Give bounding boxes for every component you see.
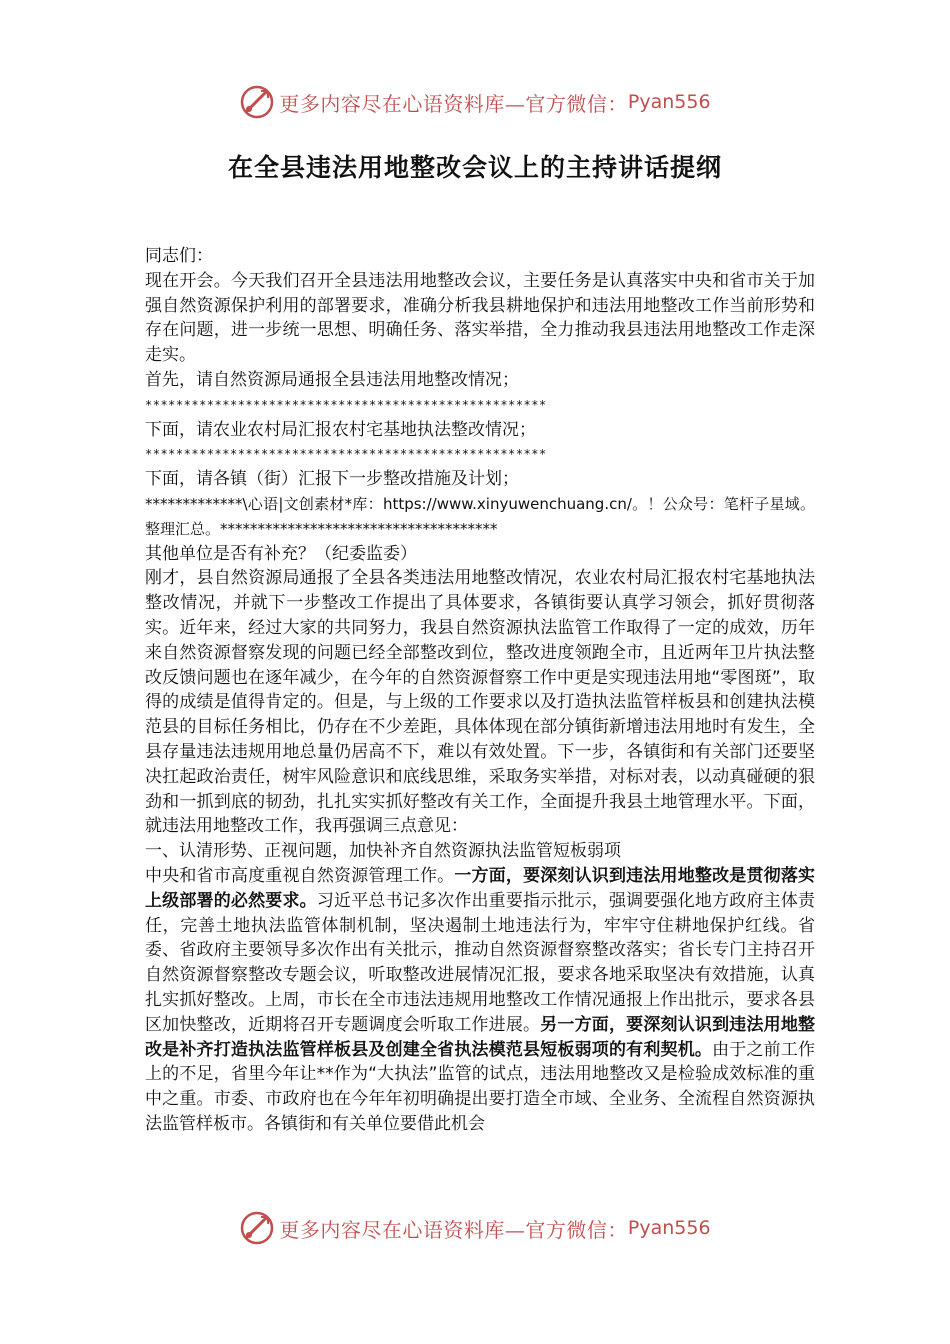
- section-1-paragraph: [145, 864, 815, 1137]
- banner-wechat-id: Pyan556: [627, 1217, 711, 1239]
- source-note: *************\心语|文创素材*库：https://www.xinyuwenchuang.cn/。！公众号：笔杆子星域。整理汇总。*************************************: [145, 494, 815, 538]
- agenda-item-1: 首先，请自然资源局通报全县违法用地整改情况；: [145, 369, 519, 390]
- footer-watermark-banner: [0, 1208, 950, 1248]
- brush-logo-icon: [239, 84, 275, 120]
- para-text: 中央和省市高度重视自然资源管理工作。: [145, 865, 455, 886]
- document-title: 在全县违法用地整改会议上的主持讲话提纲: [227, 153, 722, 182]
- brush-logo-icon: [239, 1210, 275, 1246]
- section-heading-1: 一、认清形势、正视问题，加快补齐自然资源执法监管短板弱项: [145, 841, 621, 862]
- header-watermark-banner: [0, 82, 950, 122]
- emphasis-text: 另一方面，要深刻认识到违法用地整改是补齐打造执法监管样板县及创建全省执法模范县短板弱项的有利契机。: [145, 1014, 816, 1060]
- separator-stars-2: ****************************************************: [145, 447, 547, 462]
- salutation: 同志们：: [145, 246, 213, 266]
- document-body: [145, 244, 815, 1137]
- banner-wechat-id: Pyan556: [627, 91, 711, 113]
- separator-stars-1: ****************************************************: [145, 397, 547, 412]
- emphasis-text: 一方面，要深刻认识到违法用地整改是贯彻落实上级部署的必然要求。: [145, 865, 816, 911]
- agenda-item-2: 下面，请农业农村局汇报农村宅基地执法整改情况；: [145, 419, 536, 440]
- opening-paragraph: 现在开会。今天我们召开全县违法用地整改会议，主要任务是认真落实中央和省市关于加强自然资源保护利用的部署要求，准确分析我县耕地保护和违法用地整改工作当前形势和存在问题，进一步统一思想、明确任务、落实举措，全力推动我县违法用地整改工作走深走实。: [145, 270, 815, 366]
- banner-text: 更多内容尽在心语资料库—官方微信：: [279, 91, 628, 116]
- banner-text: 更多内容尽在心语资料库—官方微信：: [279, 1217, 628, 1242]
- para-text: 习近平总书记多次作出重要指示批示，强调要强化地方政府主体责任，完善土地执法监管体制机制，坚决遏制土地违法行为，牢牢守住耕地保护红线。省委、省政府主要领导多次作出有关批示，推动自然资源督察整改落实；省长专门主持召开自然资源督察整改专题会议，听取整改进展情况汇报，要求各地采取坚决有效措施，认真扎实抓好整改。上周，市长在全市违法违规用地整改工作情况通报上作出批示，要求各县区加快整改，近期将召开专题调度会听取工作进展。: [145, 890, 816, 1035]
- agenda-item-4: 其他单位是否有补充？（纪委监委）: [145, 543, 417, 564]
- para-text: 由于之前工作上的不足，省里今年让**作为“大执法”监管的试点，违法用地整改又是检验成效标准的重中之重。市委、市政府也在今年年初明确提出要打造全市域、全业务、全流程自然资源执法监管样板市。各镇街和有关单位要借此机会: [145, 1039, 815, 1134]
- agenda-item-3: 下面，请各镇（街）汇报下一步整改措施及计划；: [145, 469, 519, 490]
- summary-paragraph: 刚才，县自然资源局通报了全县各类违法用地整改情况，农业农村局汇报农村宅基地执法整改情况，并就下一步整改工作提出了具体要求，各镇街要认真学习领会，抓好贯彻落实。近年来，经过大家的共同努力，我县自然资源执法监管工作取得了一定的成效，历年来自然资源督察发现的问题已经全部整改到位，整改进度领跑全市，且近两年卫片执法整改反馈问题也在逐年减少，在今年的自然资源督察工作中更是实现违法用地“零图斑”，取得的成绩是值得肯定的。但是，与上级的工作要求以及打造执法监管样板县和创建执法模范县的目标任务相比，仍存在不少差距，具体体现在部分镇街新增违法用地时有发生，全县存量违法违规用地总量仍居高不下，难以有效处置。下一步，各镇街和有关部门还要坚决扛起政治责任，树牢风险意识和底线思维，采取务实举措，对标对表，以动真碰硬的狠劲和一抓到底的韧劲，扎扎实实抓好整改有关工作，全面提升我县土地管理水平。下面，就违法用地整改工作，我再强调三点意见：: [145, 568, 815, 837]
